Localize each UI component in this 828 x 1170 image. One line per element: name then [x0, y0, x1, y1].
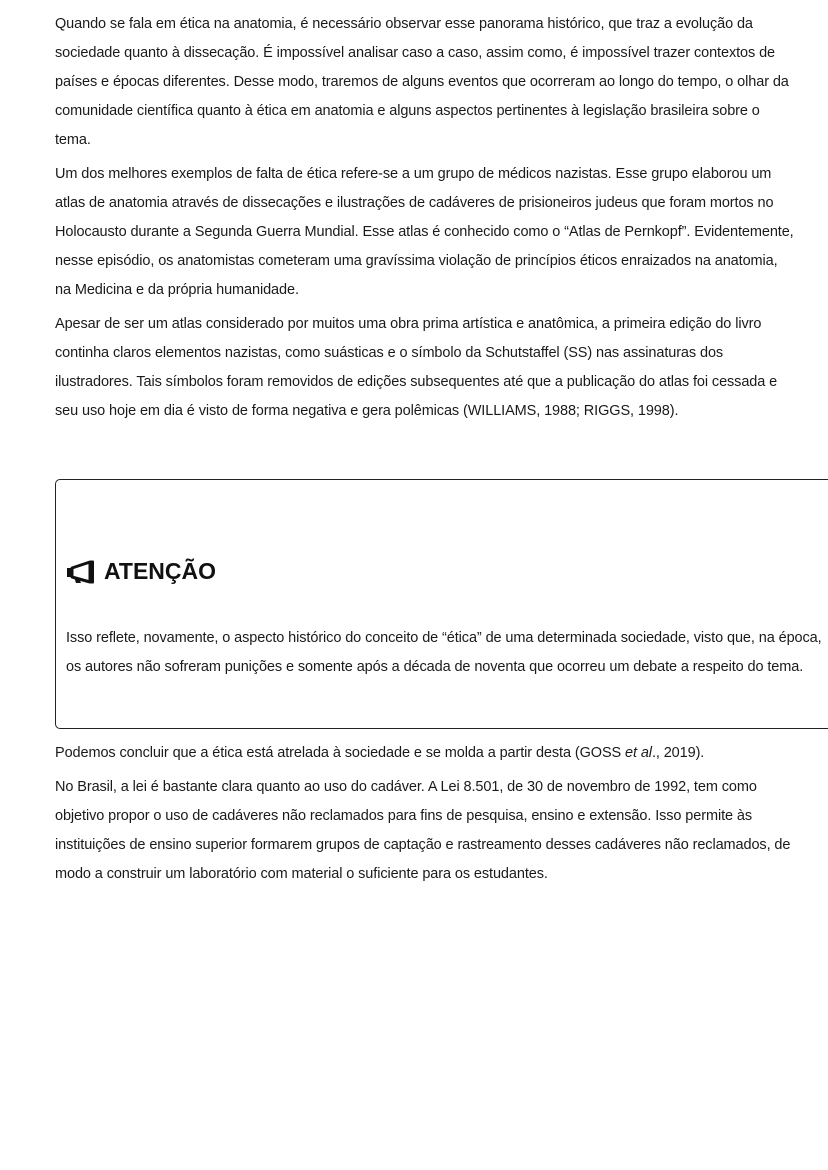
conclusion-italic: et al	[625, 745, 652, 761]
conclusion-citation: ., 2019).	[651, 745, 705, 761]
paragraph-intro: Quando se fala em ética na anatomia, é necessário observar esse panorama histórico, que traz a evolução da sociedade quanto à dissecação. É impossível analisar caso a caso, assim como, é impossível trazer contextos de países e épocas diferentes. Desse modo, traremos de alguns eventos que ocorreram ao longo do tempo, o olhar da comunidade científica quanto à ética em anatomia e alguns aspectos pertinentes à legislação brasileira sobre o tema.	[55, 16, 789, 148]
article-body-bottom	[55, 739, 795, 894]
callout-title: ATENÇÃO	[104, 558, 217, 584]
megaphone-icon	[66, 560, 96, 584]
paragraph-pernkopf: Um dos melhores exemplos de falta de ética refere-se a um grupo de médicos nazistas. Esse grupo elaborou um atlas de anatomia através de dissecações e ilustrações de cadáveres de prisioneiros judeus que foram mortos no Holocausto durante a Segunda Guerra Mundial. Esse atlas é conhecido como o “Atlas de Pernkopf”. Evidentemente, nesse episódio, os anatomistas cometeram uma gravíssima violação de princípios éticos enraizados na anatomia, na Medicina e da própria humanidade.	[55, 166, 794, 298]
callout-heading	[66, 558, 216, 585]
callout-text: Isso reflete, novamente, o aspecto histórico do conceito de “ética” de uma determinada sociedade, visto que, na época, os autores não sofreram punições e somente após a década de noventa que ocorreu um debate a respeito do tema.	[66, 630, 822, 675]
article-body-top	[55, 10, 795, 431]
attention-callout	[55, 479, 828, 729]
conclusion-text: Podemos concluir que a ética está atrelada à sociedade e se molda a partir desta (GOSS	[55, 745, 626, 761]
paragraph-atlas-edition: Apesar de ser um atlas considerado por muitos uma obra prima artística e anatômica, a primeira edição do livro continha claros elementos nazistas, como suásticas e o símbolo da Schutstaffel (SS) nas assinaturas dos ilustradores. Tais símbolos foram removidos de edições subsequentes até que a publicação do atlas foi cessada e seu uso hoje em dia é visto de forma negativa e gera polêmicas (WILLIAMS, 1988; RIGGS, 1998).	[55, 316, 778, 419]
paragraph-law: No Brasil, a lei é bastante clara quanto ao uso do cadáver. A Lei 8.501, de 30 de novembro de 1992, tem como objetivo propor o uso de cadáveres não reclamados para fins de pesquisa, ensino e extensão. Isso permite às instituições de ensino superior formarem grupos de captação e rastreamento desses cadáveres não reclamados, de modo a construir um laboratório com material o suficiente para os estudantes.	[55, 779, 791, 882]
paragraph-conclusion	[55, 739, 795, 768]
